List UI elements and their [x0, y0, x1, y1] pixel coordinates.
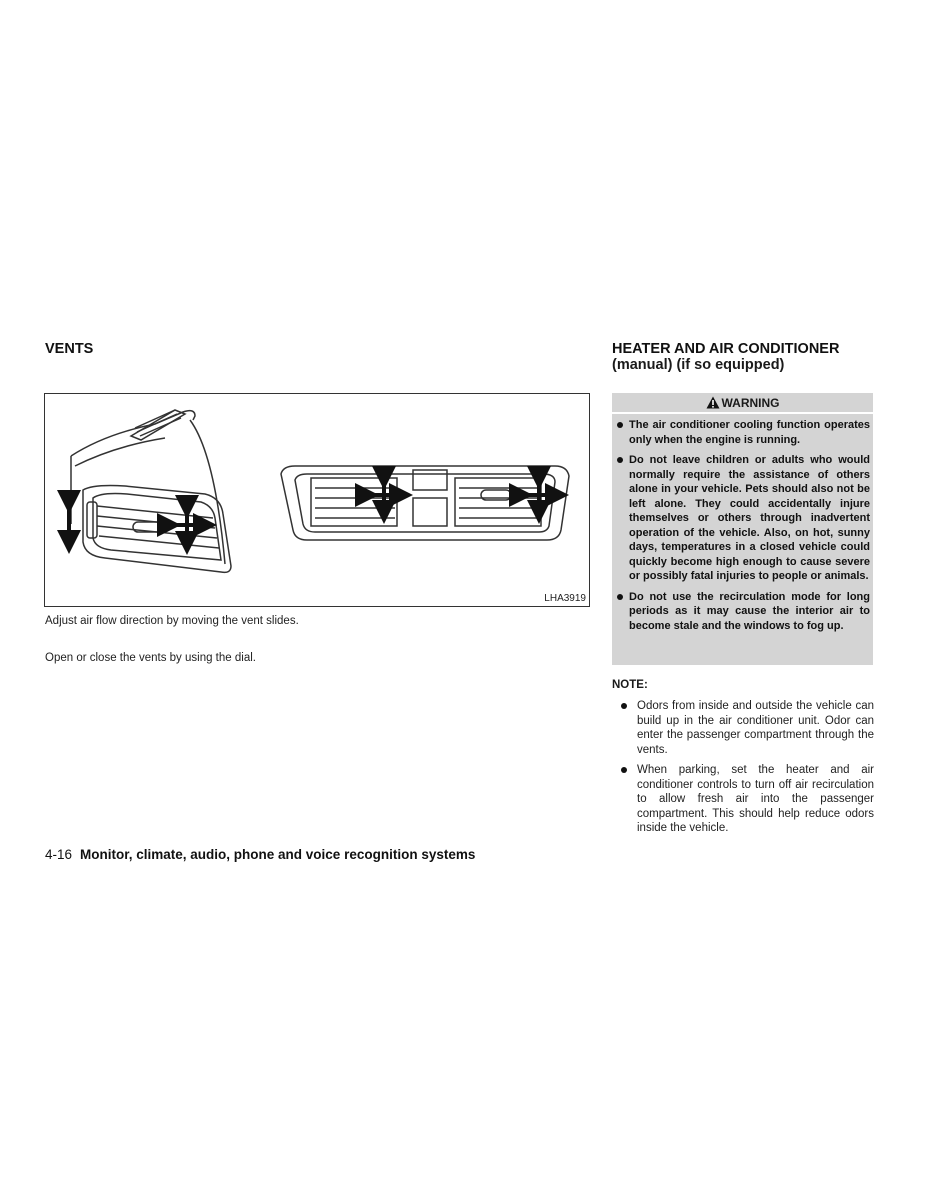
note-item-text: Odors from inside and outside the vehicle can build up in the air conditioner unit. Odor can enter the passenger compartment through the vents. — [637, 700, 874, 756]
side-vent-drawing — [71, 410, 231, 572]
bullet-icon — [617, 422, 623, 428]
chapter-title: Monitor, climate, audio, phone and voice recognition systems — [80, 847, 476, 862]
page-number: 4-16 — [45, 847, 73, 862]
warning-item-text: Do not use the recirculation mode for long periods as it may cause the interior air to become stale and the windows to fog up. — [629, 590, 870, 632]
warning-triangle-icon — [706, 395, 720, 415]
warning-item-text: The air conditioner cooling function operates only when the engine is running. — [629, 419, 870, 446]
warning-header — [612, 393, 873, 414]
center-vents-drawing — [281, 466, 569, 540]
bullet-icon — [621, 703, 627, 709]
note-list — [612, 699, 874, 842]
warning-item — [612, 418, 873, 447]
note-label: NOTE: — [612, 679, 648, 691]
figure-id: LHA3919 — [544, 593, 586, 604]
warning-box — [612, 393, 873, 665]
vents-paragraph-2: Open or close the vents by using the dial. — [45, 652, 256, 664]
bullet-icon — [617, 457, 623, 463]
bullet-icon — [617, 594, 623, 600]
warning-label: WARNING — [721, 396, 780, 410]
vents-illustration — [44, 393, 590, 607]
vents-diagram — [45, 394, 589, 606]
note-item-text: When parking, set the heater and air conditioner controls to turn off air recirculation to allow fresh air into the passenger compartment. This should help reduce odors inside the vehicle. — [637, 764, 874, 834]
warning-item — [612, 590, 873, 634]
note-item — [612, 699, 874, 757]
vents-paragraph-1: Adjust air flow direction by moving the vent slides. — [45, 615, 299, 627]
warning-item — [612, 453, 873, 584]
heater-ac-section-title: HEATER AND AIR CONDITIONER — [612, 341, 840, 357]
warning-list — [612, 418, 873, 639]
heater-ac-subtitle: (manual) (if so equipped) — [612, 357, 785, 373]
vents-section-title: VENTS — [45, 341, 94, 357]
page-footer — [45, 847, 475, 863]
bullet-icon — [621, 767, 627, 773]
note-item — [612, 763, 874, 836]
warning-item-text: Do not leave children or adults who would normally require the assistance of others alone in your vehicle. Pets should also not be left alone. They could accidentally injure themselves or others through inadvertent operation of the vehicle. Also, on hot, sunny days, temperatures in a closed vehicle could quickly become high enough to cause severe or possibly fatal injuries to people or animals. — [629, 454, 870, 582]
